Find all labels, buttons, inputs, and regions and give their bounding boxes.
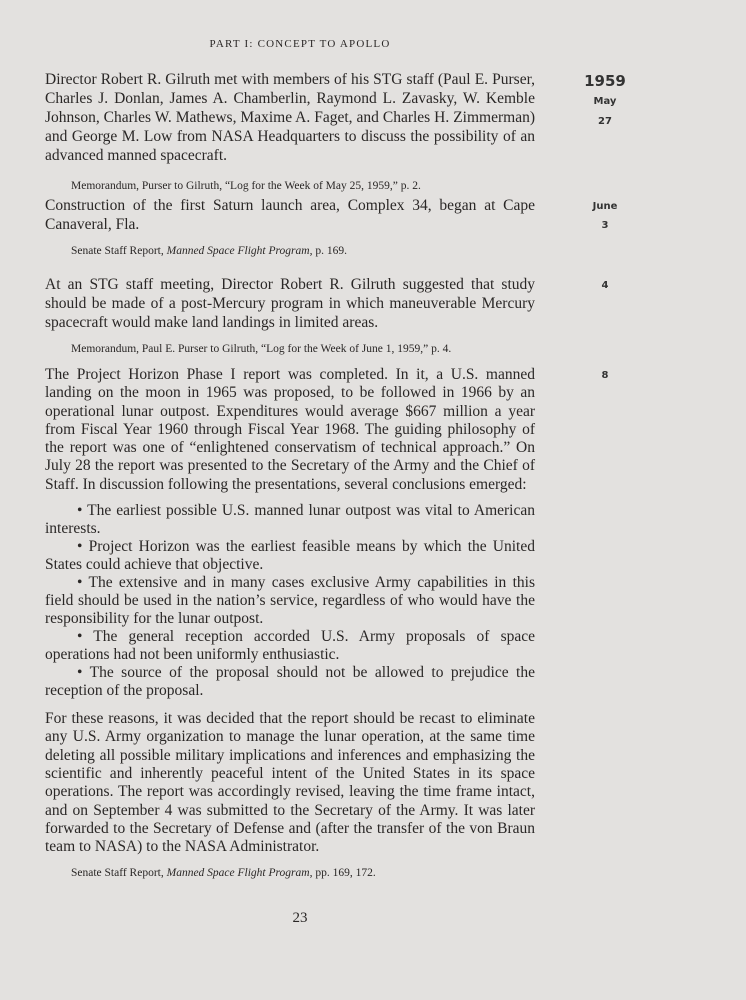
entry-june-4 [45,275,535,357]
entry-text: At an STG staff meeting, Director Robert R. Gilruth suggested that study should be made of a post-Mercury program in which maneuverable Mercury spacecraft would make land landings in limited areas. [45,276,535,331]
entry-text: Director Robert R. Gilruth met with members of his STG staff (Paul E. Purser, Charles J. Donlan, James A. Chamberlin, Raymond L. Zavasky, W. Kemble Johnson, Charles W. Mathews, Maxime A. Faget, and Charles H. Zimmerman) and George M. Low from NASA Headquarters to discuss the possibility of an advanced manned spacecraft. [45,71,535,164]
citation-source: Senate Staff Report, [71,245,167,257]
citation-title: Manned Space Flight Program, [166,867,313,880]
margin-month-june: June [592,201,618,212]
entry-citation: Memorandum, Purser to Gilruth, “Log for the Week of May 25, 1959,” p. 2. [71,180,421,192]
entry-june-3 [45,196,535,259]
entry-citation [71,244,535,259]
list-item: • The extensive and in many cases exclusive Army capabilities in this field should be used in the nation’s service, regardless of who would have the responsibility for the lunar outpost. [45,574,535,628]
list-item: • Project Horizon was the earliest feasible means by which the United States could achieve that objective. [45,538,535,574]
page-number: 23 [292,910,308,926]
running-head: PART I: CONCEPT TO APOLLO [209,38,391,50]
list-item: • The source of the proposal should not be allowed to prejudice the reception of the proposal. [45,664,535,700]
margin-day-4: 4 [601,280,609,291]
list-item: • The general reception accorded U.S. Army proposals of space operations had not been uniformly enthusiastic. [45,628,535,664]
conclusions-list [45,502,535,700]
margin-day-27: 27 [598,116,612,127]
list-item: • The earliest possible U.S. manned lunar outpost was vital to American interests. [45,502,535,538]
entry-may-27 [45,70,535,194]
margin-day-8: 8 [601,370,609,381]
entry-text: The Project Horizon Phase I report was completed. In it, a U.S. manned landing on the moon in 1965 was proposed, to be followed in 1966 by an operational lunar outpost. Expenditures would average $667 million a year from Fiscal Year 1960 through Fiscal Year 1968. The guiding philosophy of the report was one of “enlightened conservatism of technical approach.” On July 28 the report was presented to the Secretary of the Army and the Chief of Staff. In discussion following the presentations, several conclusions emerged: [45,366,535,493]
margin-month-may: May [593,96,617,107]
entry-june-8 [45,366,535,881]
margin-day-3: 3 [601,220,609,231]
entry-citation: Memorandum, Paul E. Purser to Gilruth, “Log for the Week of June 1, 1959,” p. 4. [71,343,452,355]
entry-citation [71,866,535,881]
citation-source: Senate Staff Report, [71,867,167,880]
entry-text-continued: For these reasons, it was decided that the report should be recast to eliminate any U.S. Army organization to manage the lunar operation, at the same time deleting all possible military implications and inferences and emphasizing the scientific and inherently peaceful intent of the United States in its space operations. The report was accordingly revised, leaving the time frame intact, and on September 4 was submitted to the Secretary of the Army. It was later forwarded to the Secretary of Defense and (after the transfer of the von Braun team to NASA) to the NASA Administrator. [45,710,535,856]
citation-pages: pp. 169, 172. [312,867,376,880]
margin-year: 1959 [584,72,626,90]
citation-pages: p. 169. [312,245,347,257]
entry-text: Construction of the first Saturn launch area, Complex 34, began at Cape Canaveral, Fla. [45,197,535,233]
citation-title: Manned Space Flight Program, [166,245,313,257]
